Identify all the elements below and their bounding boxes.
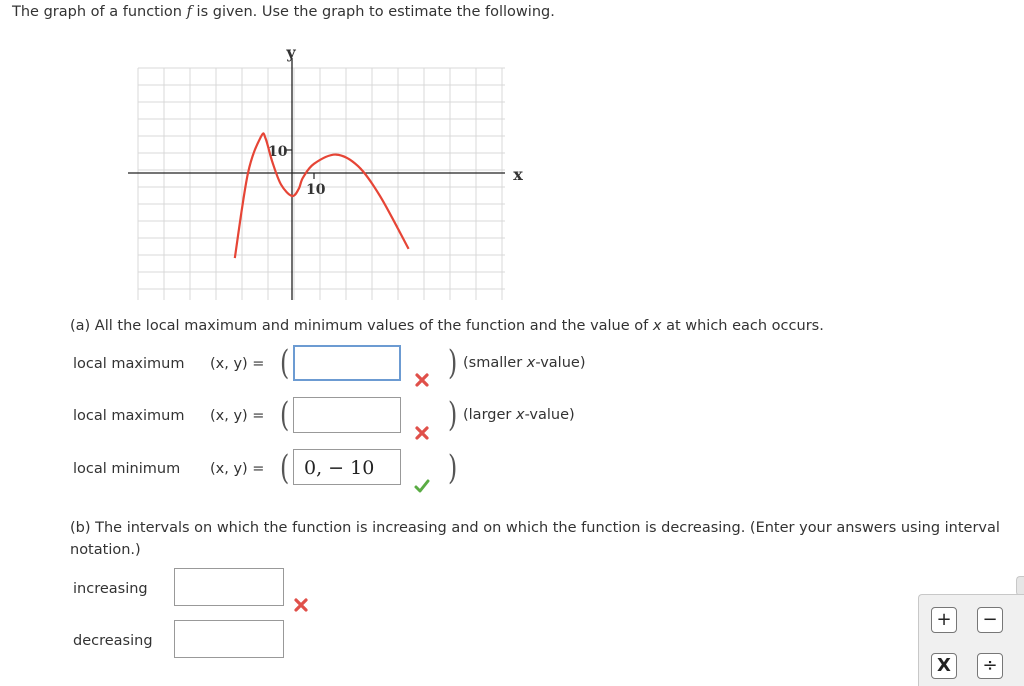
increasing-input[interactable] bbox=[174, 568, 284, 606]
row2-xy-label: (x, y) = bbox=[210, 408, 265, 424]
x-tick-label: 10 bbox=[306, 182, 326, 198]
row1-close-paren: ) bbox=[447, 343, 458, 383]
times-button[interactable]: X bbox=[931, 653, 957, 679]
decreasing-input[interactable] bbox=[174, 620, 284, 658]
part-a-prompt bbox=[70, 318, 824, 334]
row2-close-paren: ) bbox=[447, 395, 458, 435]
intro-suffix: is given. Use the graph to estimate the following. bbox=[196, 4, 555, 20]
x-axis-label: x bbox=[513, 165, 523, 184]
problem-intro bbox=[12, 4, 555, 20]
y-axis-label: y bbox=[286, 43, 296, 62]
wrong-x-icon bbox=[414, 425, 430, 441]
decreasing-label: decreasing bbox=[73, 633, 153, 649]
divide-button[interactable]: ÷ bbox=[977, 653, 1003, 679]
note1-suffix: -value) bbox=[535, 355, 586, 371]
note2-var: x bbox=[515, 407, 525, 423]
row3-open-paren: ( bbox=[279, 448, 290, 488]
row1-open-paren: ( bbox=[279, 343, 290, 383]
y-tick-label: 10 bbox=[268, 144, 288, 160]
plus-button[interactable]: + bbox=[931, 607, 957, 633]
larger-x-note bbox=[463, 407, 575, 423]
local-max-smaller-input[interactable] bbox=[293, 345, 401, 381]
palette-toggle-tab[interactable] bbox=[1016, 576, 1024, 596]
note2-suffix: -value) bbox=[524, 407, 575, 423]
check-icon bbox=[414, 478, 430, 494]
note1-var: x bbox=[526, 355, 536, 371]
part-b-prompt-line1: (b) The intervals on which the function is increasing and on which the function is decreasing. (Enter your answers using interval bbox=[70, 520, 1000, 536]
intro-prefix: The graph of a function bbox=[12, 4, 182, 20]
function-graph bbox=[120, 38, 523, 304]
local-min-input[interactable] bbox=[293, 449, 401, 485]
wrong-x-icon bbox=[293, 597, 309, 613]
row1-xy-label: (x, y) = bbox=[210, 356, 265, 372]
wrong-x-icon bbox=[414, 372, 430, 388]
intro-function-name: f bbox=[186, 4, 192, 20]
part-a-suffix: at which each occurs. bbox=[666, 318, 824, 334]
note2-prefix: (larger bbox=[463, 407, 512, 423]
row2-label: local maximum bbox=[73, 408, 185, 424]
local-min-value: 0, − 10 bbox=[304, 457, 375, 479]
row3-xy-label: (x, y) = bbox=[210, 461, 265, 477]
local-max-larger-input[interactable] bbox=[293, 397, 401, 433]
note1-prefix: (smaller bbox=[463, 355, 523, 371]
math-palette bbox=[918, 594, 1024, 686]
increasing-label: increasing bbox=[73, 581, 148, 597]
minus-button[interactable]: − bbox=[977, 607, 1003, 633]
row2-open-paren: ( bbox=[279, 395, 290, 435]
smaller-x-note bbox=[463, 355, 585, 371]
row3-label: local minimum bbox=[73, 461, 181, 477]
row3-close-paren: ) bbox=[447, 448, 458, 488]
row1-label: local maximum bbox=[73, 356, 185, 372]
part-a-prefix: (a) All the local maximum and minimum values of the function and the value of bbox=[70, 318, 649, 334]
part-a-var: x bbox=[652, 318, 662, 334]
part-b-prompt-line2: notation.) bbox=[70, 542, 141, 558]
